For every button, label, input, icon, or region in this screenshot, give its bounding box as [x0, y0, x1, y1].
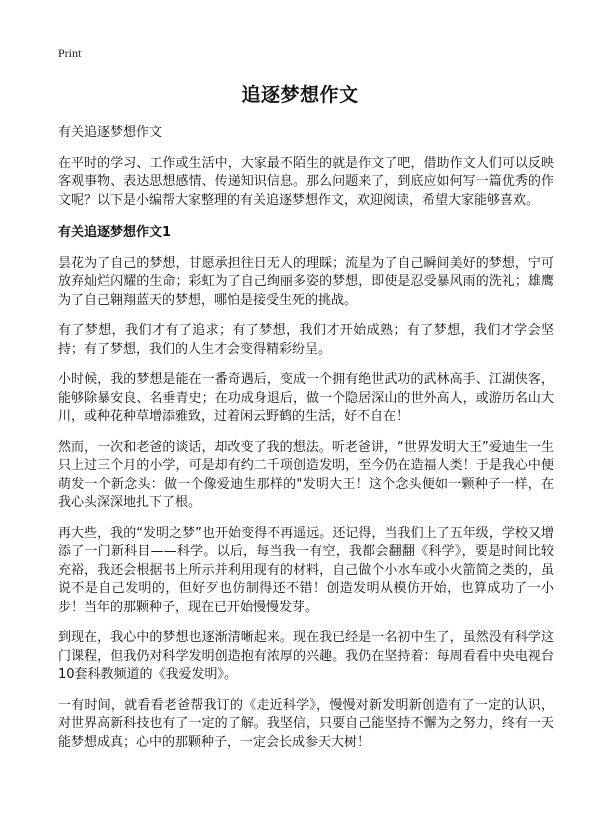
body-paragraph: 然而，一次和老爸的谈话，却改变了我的想法。听老爸讲，“世界发明大王”爱迪生一生只上过三个月的小学，可是却有约二千项创造发明，至今仍在造福人类！于是我心中便萌发一个新念头：做一个像爱迪生那样的"发明大王！这个念头便如一颗种子一样，在我心头深深地扎下了根。	[58, 439, 554, 510]
article-title: 追逐梦想作文	[241, 84, 359, 106]
body-paragraph: 到现在，我心中的梦想也逐渐清晰起来。现在我已经是一名初中生了，虽然没有科学这门课程，但我仍对科学发明创造抱有浓厚的兴趣。我仍在坚持着：每周看看中央电视台10套科教频道的《我爱发明》。	[58, 630, 554, 682]
intro-paragraph: 在平时的学习、工作或生活中，大家最不陌生的就是作文了吧，借助作文人们可以反映客观事物、表达思想感情、传递知识信息。那么问题来了，到底应如何写一篇优秀的作文呢？以下是小编帮大家整理的有关追逐梦想作文，欢迎阅读，希望大家能够喜欢。	[58, 155, 554, 208]
section-heading: 有关追逐梦想作文1	[58, 225, 172, 240]
body-paragraph: 一有时间，就看看老爸帮我订的《走近科学》，慢慢对新发明新创造有了一定的认识，对世界高新科技也有了一定的了解。我坚信，只要自己能坚持不懈为之努力，终有一天能梦想成真；心中的那颗种子，一定会长成参天大树！	[58, 697, 554, 750]
print-link[interactable]: Print	[58, 46, 82, 60]
body-paragraph: 昙花为了自己的梦想，甘愿承担往日无人的理睬；流星为了自己瞬间美好的梦想，宁可放弃灿烂闪耀的生命；彩虹为了自己绚丽多姿的梦想，即使是忍受暴风雨的洗礼；雄鹰为了自己翱翔蓝天的梦想，哪怕是接受生死的挑战。	[58, 255, 554, 308]
article-subtitle: 有关追逐梦想作文	[58, 125, 163, 140]
article-body	[58, 124, 554, 764]
body-paragraph: 有了梦想，我们才有了追求；有了梦想，我们才开始成熟；有了梦想，我们才学会坚持；有了梦想，我们的人生才会变得精彩纷呈。	[58, 323, 554, 357]
body-paragraph: 小时候，我的梦想是能在一番奇遇后，变成一个拥有绝世武功的武林高手、江湖侠客，能够除暴安良、名垂青史；在功成身退后，做一个隐居深山的世外高人，或游历名山大川，或种花种草增添雅致，过着闲云野鹤的生活，好不自在！	[58, 372, 554, 424]
body-paragraph: 再大些，我的“发明之梦”也开始变得不再遥远。还记得，当我们上了五年级，学校又增添了一门新科目——科学。以后，每当我一有空，我都会翻翻《科学》，要是时间比较充裕，我还会根据书上所示并利用现有的材料，自己做个小水车或小火箭简之类的，虽说不是自己发明的，但好歹也仿制得还不错！创造发明从模仿开始，也算成功了一小步！当年的那颗种子，现在已开始慢慢发芽。	[58, 525, 554, 615]
